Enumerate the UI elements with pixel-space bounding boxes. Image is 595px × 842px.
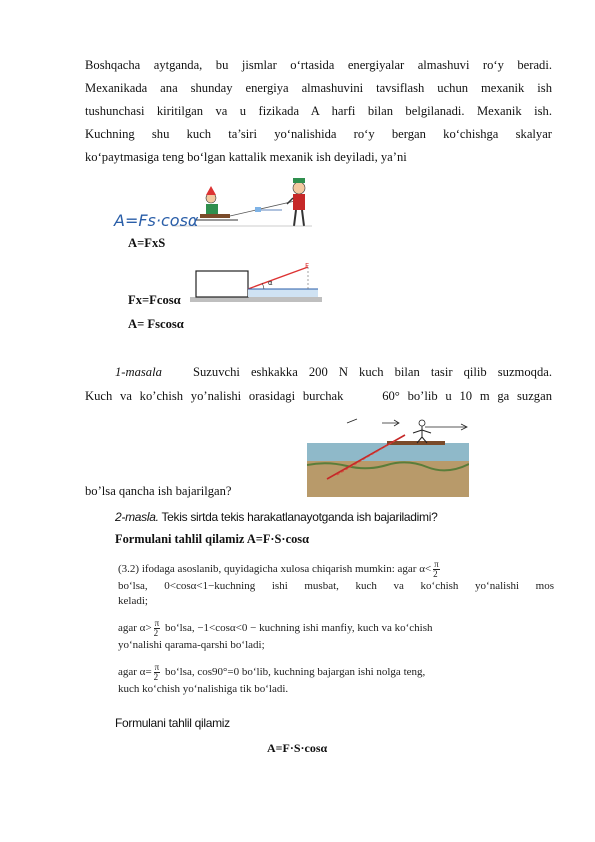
inset-row [118, 560, 554, 579]
block-force-figure [190, 261, 322, 303]
formula-fscos: A= Fscosα [128, 317, 184, 331]
intro-line: Mexanikada ana shunday energiya almashuvini tavsiflash uchun mexanik ish [85, 81, 552, 95]
footer-formula: A=F·S·cosα [267, 741, 328, 755]
frac-num: π [154, 662, 160, 672]
intro-line: tushunchasi kiritilgan va u fizikada A harfi bilan belgilanadi. Mexanik ish. [85, 104, 552, 118]
intro-line: Kuchning shu kuch ta’siri yo‘nalishida ro‘y bergan ko‘chishga skalyar [85, 127, 552, 141]
intro-paragraph [85, 54, 552, 169]
pi-over-2 [154, 663, 161, 682]
problem1-question: bo’lsa qancha ish bajarilgan? [85, 484, 232, 498]
force-label: F [305, 262, 310, 270]
angle-label: α [268, 279, 273, 287]
pi-over-2 [154, 619, 161, 638]
inset-text: bo‘lsa, cos90°=0 bo‘lib, kuchning bajargan ishi nolga teng, [162, 666, 426, 679]
inset-row: yo‘nalishi qarama-qarshi bo‘ladi; [118, 639, 265, 651]
inset-row: keladi; [118, 595, 148, 607]
inset-row [118, 663, 554, 682]
rowing-illustration [307, 413, 469, 497]
intro-line: ko‘paytmasiga teng bo‘lgan kattalik mexanik ish deyiladi, ya’ni [85, 150, 407, 164]
sled-formula: A=Fs·cosα [114, 211, 199, 230]
frac-num: π [434, 559, 439, 569]
problem2-text: Tekis sirtda tekis harakatlanayotganda ish bajariladimi? [161, 510, 438, 524]
formula-analysis-heading: Formulani tahlil qilamiz A=F·S·cosα [115, 532, 309, 546]
footer-heading: Formulani tahlil qilamiz [115, 716, 230, 730]
inset-row: kuch ko‘chish yo‘nalishiga tik bo‘ladi. [118, 683, 289, 695]
frac-den: 2 [153, 672, 159, 682]
problem2 [115, 510, 437, 524]
inset-text: (3.2) ifodaga asoslanib, quyidagicha xulosa chiqarish mumkin: agar α< [118, 563, 432, 576]
problem2-label: 2-masla. [115, 510, 159, 524]
frac-num: π [154, 618, 160, 628]
inset-text: agar α> [118, 622, 152, 635]
intro-line: Boshqacha aytganda, bu jismlar o‘rtasida energiyalar almashuvi ro‘y beradi. [85, 58, 552, 72]
formula-analysis-inset [118, 560, 554, 697]
frac-den: 2 [433, 569, 438, 579]
formula-axs: A=FxS [128, 236, 166, 250]
problem1-line: Kuch va ko’chish yo’nalishi orasidagi burchak 60° bo’lib u 10 m ga suzgan [85, 389, 552, 403]
inset-text: agar α= [118, 666, 152, 679]
inset-row: bo‘lsa, 0<cosα<1−kuchning ishi musbat, kuch va ko‘chish yo‘nalishi mos [118, 580, 554, 592]
pi-over-2 [433, 560, 440, 579]
formula-fx: Fx=Fcosα [128, 293, 181, 307]
frac-den: 2 [153, 628, 159, 638]
inset-text: bo‘lsa, −1<cosα<0 − kuchning ishi manfiy, kuch va ko‘chish [162, 622, 433, 635]
block-force-diagram [190, 261, 322, 303]
problem1-label: 1-masala [115, 365, 162, 379]
rowing-figure [307, 413, 469, 497]
problem1-line: Suzuvchi eshkakka 200 N kuch bilan tasir qilib suzmoqda. [193, 365, 552, 379]
inset-row [118, 619, 554, 638]
